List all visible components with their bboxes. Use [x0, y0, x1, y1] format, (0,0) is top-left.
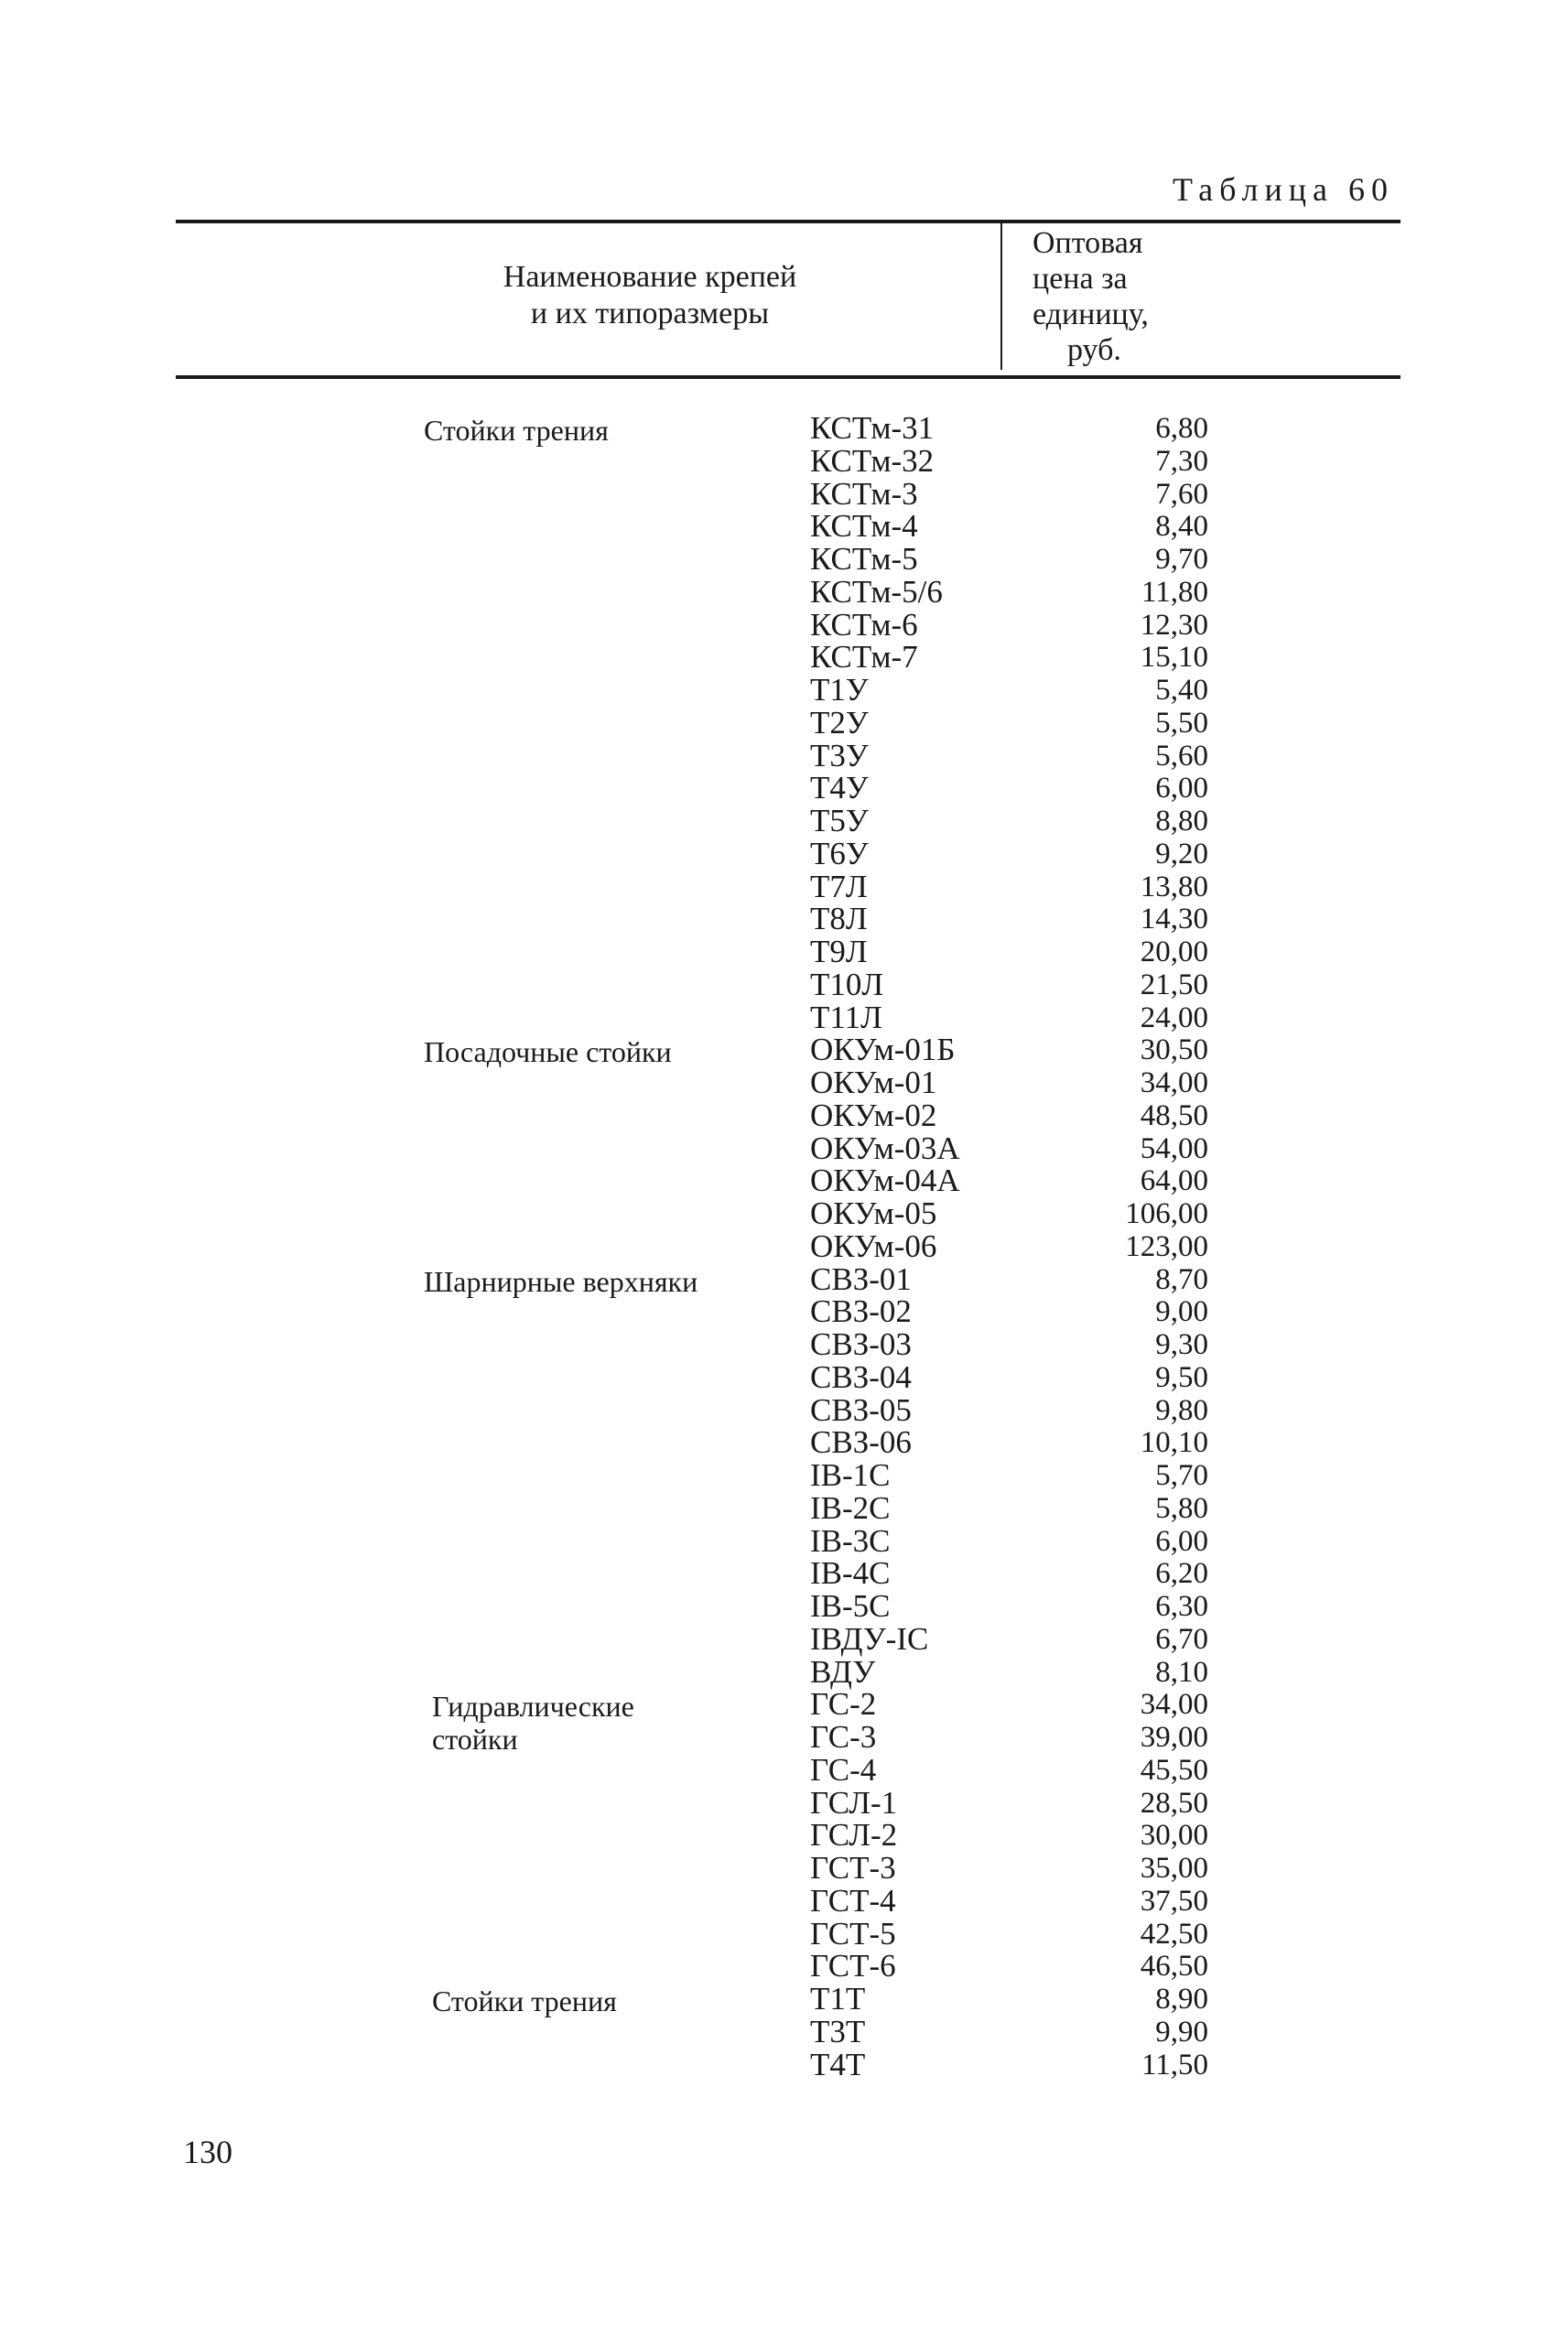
table-row [0, 1751, 1568, 1788]
model-cell: Т5У [810, 803, 869, 838]
model-cell: Т1Т [810, 1981, 866, 2017]
table-row [0, 968, 1568, 1001]
price-cell: 35,00 [1140, 1852, 1208, 1885]
table-row [0, 1983, 1568, 2016]
category-cell: Стойки трения [432, 1984, 617, 2017]
model-cell: IВ-5С [810, 1588, 891, 1624]
price-cell: 8,70 [1155, 1262, 1208, 1296]
price-cell: 48,50 [1140, 1098, 1208, 1132]
model-cell: Т3Т [810, 2013, 866, 2049]
category-cell: стойки [432, 1723, 518, 1756]
model-cell: КСТм-3 [810, 475, 918, 512]
model-cell: Т9Л [810, 934, 868, 969]
table-row [0, 573, 1568, 610]
table-row [0, 1001, 1568, 1034]
table-header-rule [176, 375, 1400, 379]
price-cell: 54,00 [1140, 1131, 1208, 1165]
model-cell: Т1У [810, 672, 869, 708]
category-cell: Шарнирные верхняки [424, 1264, 698, 1298]
table-row [0, 1653, 1568, 1690]
table-row [0, 1915, 1568, 1952]
price-cell: 9,30 [1155, 1328, 1208, 1361]
model-cell: ОКУм-05 [810, 1195, 937, 1231]
table-top-rule [176, 220, 1400, 223]
price-cell: 42,50 [1140, 1917, 1208, 1951]
table-row [0, 1391, 1568, 1428]
table-row [0, 805, 1568, 838]
model-cell: ГСЛ-1 [810, 1784, 898, 1821]
price-cell: 15,10 [1140, 641, 1208, 675]
name-column-header-line: Наименование крепей [503, 260, 797, 294]
price-cell: 21,50 [1140, 968, 1208, 1001]
model-cell: ГСТ-4 [810, 1882, 896, 1919]
price-cell: 10,10 [1140, 1426, 1208, 1460]
price-cell: 45,50 [1140, 1753, 1208, 1787]
model-cell: ОКУм-03А [810, 1130, 960, 1166]
price-cell: 9,70 [1155, 543, 1208, 576]
table-row [0, 1459, 1568, 1492]
table-row [0, 606, 1568, 643]
model-cell: ГСТ-3 [810, 1850, 896, 1886]
model-cell: Т4Т [810, 2046, 866, 2082]
model-cell: Т11Л [810, 999, 882, 1035]
table-row [0, 1197, 1568, 1230]
model-cell: ОКУм-01 [810, 1065, 937, 1100]
model-cell: IВ-1С [810, 1457, 891, 1493]
table-body [0, 412, 1568, 2081]
model-cell: СВЗ-01 [810, 1260, 912, 1297]
table-row [0, 1295, 1568, 1328]
price-cell: 34,00 [1140, 1688, 1208, 1722]
table-row [0, 1132, 1568, 1165]
model-cell: СВЗ-05 [810, 1391, 912, 1428]
model-cell: ГС-3 [810, 1719, 877, 1755]
table-row [0, 835, 1568, 871]
price-cell: 34,00 [1140, 1066, 1208, 1099]
model-cell: Т4У [810, 770, 869, 806]
model-cell: СВЗ-04 [810, 1358, 912, 1395]
table-row [0, 704, 1568, 741]
table-row [0, 442, 1568, 479]
price-cell: 6,30 [1155, 1590, 1208, 1623]
table-row [0, 1522, 1568, 1559]
name-column-header [384, 259, 915, 332]
model-cell: Т8Л [810, 901, 868, 937]
model-cell: КСТм-31 [810, 410, 935, 446]
price-cell: 106,00 [1125, 1197, 1208, 1230]
model-cell: ОКУм-06 [810, 1227, 937, 1264]
table-row [0, 475, 1568, 512]
table-row [0, 1721, 1568, 1754]
model-cell: IВ-2С [810, 1489, 891, 1526]
price-cell: 9,20 [1155, 837, 1208, 871]
model-cell: КСТм-32 [810, 442, 935, 479]
price-cell: 28,50 [1140, 1786, 1208, 1820]
price-cell: 12,30 [1140, 608, 1208, 642]
header-column-divider [1000, 223, 1002, 370]
model-cell: ОКУм-01Б [810, 1032, 956, 1068]
model-cell: КСТм-7 [810, 639, 918, 676]
price-cell: 11,80 [1141, 575, 1208, 609]
table-row [0, 1819, 1568, 1852]
category-cell: Гидравлические [432, 1690, 634, 1724]
table-row [0, 1164, 1568, 1197]
price-cell: 64,00 [1140, 1164, 1208, 1198]
price-cell: 5,70 [1155, 1459, 1208, 1492]
model-cell: СВЗ-03 [810, 1326, 912, 1362]
table-row [0, 772, 1568, 805]
price-cell: 14,30 [1140, 903, 1208, 936]
table-row [0, 2013, 1568, 2049]
model-cell: Т3У [810, 737, 869, 773]
price-cell: 6,00 [1155, 772, 1208, 806]
table-row [0, 737, 1568, 773]
table-row [0, 1852, 1568, 1885]
model-cell: КСТм-5/6 [810, 573, 943, 610]
price-cell: 8,90 [1155, 1983, 1208, 2016]
model-cell: IВ-4С [810, 1555, 891, 1592]
table-row [0, 1099, 1568, 1132]
price-cell: 37,50 [1140, 1884, 1208, 1918]
table-row [0, 935, 1568, 968]
price-cell: 123,00 [1125, 1229, 1208, 1263]
table-row [0, 641, 1568, 674]
price-cell: 7,60 [1155, 477, 1208, 511]
price-cell: 13,80 [1140, 870, 1208, 903]
table-row [0, 868, 1568, 904]
page-number: 130 [183, 2134, 232, 2170]
table-row [0, 903, 1568, 935]
model-cell: ГСТ-6 [810, 1948, 896, 1984]
table-row [0, 1358, 1568, 1395]
price-cell: 24,00 [1140, 1000, 1208, 1034]
table-row [0, 674, 1568, 707]
model-cell: СВЗ-06 [810, 1424, 912, 1461]
model-cell: ГС-2 [810, 1686, 877, 1723]
model-cell: ВДУ [810, 1653, 876, 1690]
price-cell: 7,30 [1155, 444, 1208, 478]
table-row [0, 543, 1568, 576]
price-cell: 5,80 [1155, 1491, 1208, 1525]
model-cell: IВДУ-IС [810, 1620, 929, 1657]
table-row [0, 1032, 1568, 1069]
model-cell: КСТм-5 [810, 541, 918, 577]
table-row [0, 1489, 1568, 1526]
price-cell: 46,50 [1140, 1950, 1208, 1984]
name-column-header-line: и их типоразмеры [530, 297, 770, 330]
table-row [0, 1590, 1568, 1623]
price-cell: 9,50 [1155, 1360, 1208, 1394]
table-row [0, 1620, 1568, 1657]
price-cell: 9,90 [1155, 2015, 1208, 2049]
table-row [0, 1950, 1568, 1983]
price-column-header [1033, 225, 1149, 368]
table-row [0, 412, 1568, 445]
price-cell: 20,00 [1140, 935, 1208, 968]
table-row [0, 1227, 1568, 1264]
price-column-header-line: Оптовая [1033, 226, 1143, 260]
model-cell: ГС-4 [810, 1751, 877, 1788]
model-cell: Т10Л [810, 966, 884, 1002]
price-cell: 6,00 [1155, 1524, 1208, 1558]
price-cell: 11,50 [1141, 2048, 1208, 2082]
price-cell: 5,60 [1155, 739, 1208, 773]
model-cell: ГСЛ-2 [810, 1817, 898, 1854]
price-column-header-line: руб. [1067, 333, 1121, 367]
price-column-header-line: цена за [1033, 262, 1128, 296]
category-cell: Стойки трения [424, 414, 609, 447]
category-cell: Посадочные стойки [424, 1035, 672, 1069]
price-cell: 6,20 [1155, 1557, 1208, 1591]
table-caption: Таблица 60 [1173, 171, 1394, 208]
price-column-header-line: единицу, [1033, 297, 1149, 331]
model-cell: IВ-3С [810, 1522, 891, 1559]
price-cell: 8,10 [1155, 1655, 1208, 1689]
price-cell: 6,80 [1155, 412, 1208, 445]
table-row [0, 1260, 1568, 1298]
price-cell: 8,80 [1155, 805, 1208, 838]
table-row [0, 1686, 1568, 1724]
price-cell: 39,00 [1140, 1721, 1208, 1754]
price-cell: 30,50 [1140, 1033, 1208, 1067]
model-cell: КСТм-6 [810, 606, 918, 643]
price-cell: 5,40 [1155, 674, 1208, 707]
model-cell: Т2У [810, 704, 869, 741]
model-cell: Т6У [810, 835, 869, 871]
price-cell: 8,40 [1155, 510, 1208, 544]
model-cell: ГСТ-5 [810, 1915, 896, 1952]
table-row [0, 1557, 1568, 1590]
table-row [0, 510, 1568, 543]
table-row [0, 1882, 1568, 1919]
table-row [0, 1066, 1568, 1099]
table-row [0, 1328, 1568, 1361]
model-cell: Т7Л [810, 868, 868, 904]
table-row [0, 1784, 1568, 1821]
model-cell: ОКУм-02 [810, 1097, 937, 1133]
model-cell: ОКУм-04А [810, 1162, 960, 1199]
table-row [0, 1426, 1568, 1459]
price-cell: 9,00 [1155, 1295, 1208, 1329]
price-cell: 6,70 [1155, 1622, 1208, 1656]
model-cell: СВЗ-02 [810, 1293, 912, 1330]
price-cell: 5,50 [1155, 706, 1208, 740]
table-row [0, 2046, 1568, 2082]
price-cell: 30,00 [1140, 1819, 1208, 1853]
price-cell: 9,80 [1155, 1393, 1208, 1427]
model-cell: КСТм-4 [810, 508, 918, 545]
